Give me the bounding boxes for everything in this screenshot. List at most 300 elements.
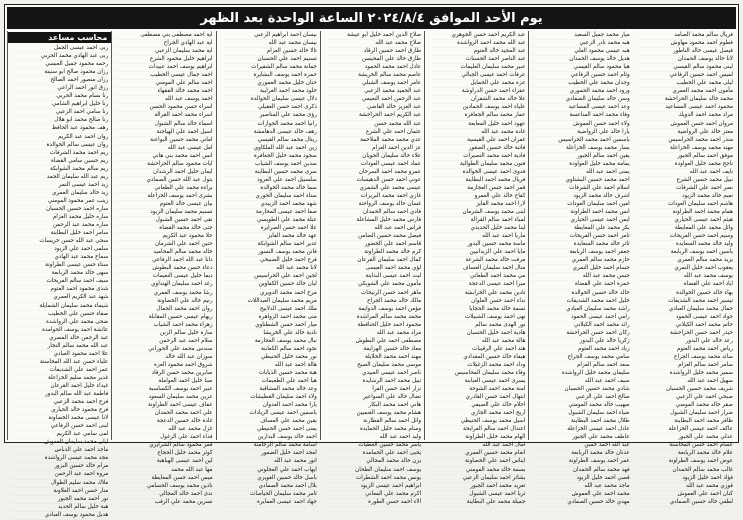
list-item: هاشم احمد سليمان العودات — [636, 201, 733, 209]
list-item: ساره احمد حسين الحسبان — [11, 206, 108, 214]
list-item: لمياء احمد سالم القرالة — [428, 217, 525, 225]
list-item: انور محمد عبد الله — [220, 458, 317, 466]
list-item: ذكرى احمد حسن العقيلي — [220, 104, 317, 112]
list-item: يمامة محمد خليل العواودة — [532, 161, 629, 169]
list-item: ميس احمد حسن المعايطة — [115, 475, 212, 483]
list-item: عامر احمد يوسف الشبلي — [324, 80, 421, 88]
list-item: صلاح محمد عبد الله — [324, 40, 421, 48]
list-item: وفاء محمد احمد المناعسة — [532, 112, 629, 120]
list-item: نادين محمد يوسف الحسامي — [115, 483, 212, 491]
list-item: عمر احمد يوسف الطراونة — [532, 458, 629, 466]
list-item: ركان احمد حسن الحراحشة — [532, 330, 629, 338]
list-item: لبنى احمد حسن الرفاعي — [11, 423, 108, 431]
list-item: انس محمد احمد الطراونة — [532, 209, 629, 217]
list-item: ربى احمد عيسى الجمل — [11, 45, 108, 53]
list-item: وسن خالد سليمان الصمادي — [532, 96, 629, 104]
list-item: مراد محمد عبد الله — [324, 330, 421, 338]
list-item: نصر احمد علي الشرفات — [636, 185, 733, 193]
name-list — [324, 32, 421, 507]
list-item: ماجد احمد علي الدباس — [11, 447, 108, 455]
list-item: تسنيم محمد سليمان الزيود — [115, 209, 212, 217]
announcement-banner — [7, 7, 736, 29]
name-list — [11, 45, 108, 520]
list-item: سعد احمد سالم العزام — [532, 362, 629, 370]
list-item: فهد محمد سالم الحمدان — [532, 467, 629, 475]
list-item: شهد عبد الكريم العمري — [11, 294, 108, 302]
list-item: حمزة احمد يوسف البشايرة — [220, 72, 317, 80]
list-item: احمد محمد حسين البشتاوي — [532, 177, 629, 185]
list-item: براءة محمد علي الطعاني — [115, 185, 212, 193]
list-item: مهند محمد يوسف الخزاعلة — [636, 145, 733, 153]
list-item: لبنى محمود سالم القيسي — [636, 64, 733, 72]
list-item: رؤى محمد علي المناصير — [220, 112, 317, 120]
list-item: هاني احمد محمد البكار — [324, 402, 421, 410]
list-item: انس احمد محمد بني هاني — [115, 153, 212, 161]
list-item: رياض احمد محمد العتوم — [636, 346, 733, 354]
list-item: ابراهيم خليل محمود الشرع — [115, 56, 212, 64]
list-item: سندس محمد علي الحوراني — [115, 346, 212, 354]
newspaper-page — [4, 4, 739, 518]
list-item: حنان خليل محمد العموري — [220, 80, 317, 88]
list-item: هبه عيسى محمود العلي — [532, 48, 629, 56]
list-item: غدير احمد سالم الشوابكة — [220, 241, 317, 249]
list-item: ملك احمد عيسى الدلابيح — [220, 306, 317, 314]
name-list — [115, 32, 212, 507]
list-item: ياسمين احمد عيسى الزيادات — [220, 410, 317, 418]
list-item: جعفر احمد يوسف الربابعة — [532, 249, 629, 257]
list-item: ولاء احمد حسن العموش — [532, 121, 629, 129]
list-item: ساره محمد عبد الرحمن — [11, 222, 108, 230]
list-item: ليان خالد حسين الكفاوين — [220, 281, 317, 289]
list-item: تسنيم احمد علي الحسبان — [220, 56, 317, 64]
list-item: وعد احمد عيسى المساعيد — [532, 104, 629, 112]
list-item: جمانة محمد سالم الشقيرات — [220, 64, 317, 72]
list-item: كوثر محمد خليل الحجاج — [115, 450, 212, 458]
list-item: ليلى محمد سليمان العموش — [11, 439, 108, 447]
list-item: ليلى محمد علي الخطيب — [636, 80, 733, 88]
name-list — [636, 32, 733, 507]
list-item: لين احمد عيسى الهباهبة — [115, 458, 212, 466]
list-item: جمال محمد سليمان العبادي — [636, 306, 733, 314]
list-item: فاتنة خالد حسين الصقور — [428, 145, 525, 153]
list-item: رنا خليل ابراهيم الشامي — [11, 101, 108, 109]
list-item: ثامر محمد سليمان الحياصات — [220, 491, 317, 499]
list-item: علي احمد محمد الحمدان — [115, 410, 212, 418]
list-item: علياء حسن عبد الله المحاسنة — [11, 359, 108, 367]
list-item: نهى احمد يوسف الشبيلات — [428, 314, 525, 322]
list-item: شادي محمد حسين الحسبان — [532, 386, 629, 394]
list-item: جهاد احمد عيسى العمايرة — [220, 499, 317, 507]
list-item: عوض احمد يوسف الطراونة — [636, 458, 733, 466]
list-item: رنا بسام محمد الحربي — [11, 93, 108, 101]
list-item: اريج احمد محمد الجازي — [428, 410, 525, 418]
list-item: خلود محمد احمد الغرايبة — [220, 88, 317, 96]
list-item: وائل محمد علي المعايطة — [636, 225, 733, 233]
list-item: عبد الرحمن خالد المصري — [11, 335, 108, 343]
list-item: سلام احمد عبد الرحمن — [115, 338, 212, 346]
list-item: طلال محمد احمد البطاينة — [532, 418, 629, 426]
list-item: مصطفى احمد علي البطوش — [324, 338, 421, 346]
list-item: زكريا خالد علي البدور — [532, 338, 629, 346]
list-item: يحيى احمد علي الحمامدة — [324, 450, 421, 458]
list-item: عبد الله احمد حسن — [532, 442, 629, 450]
list-item: فداء احمد علي الزغول — [115, 434, 212, 442]
list-item: نجود احمد سالم الكعابنة — [220, 346, 317, 354]
list-item: محمد احمد علي العموش — [532, 491, 629, 499]
list-item: سهيل احمد عبد الله — [636, 378, 733, 386]
list-item: ولاء احمد سليمان القطيشات — [220, 394, 317, 402]
list-item: فوزي محمد عبد الله — [636, 483, 733, 491]
list-item: قمر احمد حسن العجارمة — [428, 185, 525, 193]
list-item: غزل محمد عبد الله — [115, 426, 212, 434]
list-item: سليمان محمد خليل الرواشدة — [532, 370, 629, 378]
list-item: عمار محمد سالم الجعافرة — [428, 112, 525, 120]
list-item: حسام احمد خليل النمري — [532, 265, 629, 273]
list-item: وائل احمد سالم القطارنة — [324, 418, 421, 426]
list-item: رشا محمد يوسف العمري — [115, 290, 212, 298]
list-item: وسيم احمد حسن الفريحات — [636, 233, 733, 241]
list-item: يمنى احمد عبد الله — [532, 169, 629, 177]
list-item: ظافر محمد احمد البطاينة — [636, 418, 733, 426]
list-item: هبة محمد حسين الذيابات — [220, 370, 317, 378]
list-item: باسل خالد حسين الغويري — [220, 475, 317, 483]
list-item: ضرار احمد سليمان الشبول — [636, 410, 733, 418]
list-item: اسيل احمد علي الهياجنة — [115, 129, 212, 137]
list-item: سدين احمد يوسف الشياب — [220, 161, 317, 169]
list-item: سناء احمد سليمان الحوري — [220, 193, 317, 201]
list-item: احمد يوسف عبد الله — [115, 96, 212, 104]
list-item: نور احمد محمد الجبور — [11, 496, 108, 504]
list-item: مي محمد احمد الطعاني — [428, 273, 525, 281]
list-item: زينب عمر محمود المومني — [11, 198, 108, 206]
list-item: اسراء حسن محمود الحسن — [115, 104, 212, 112]
list-item: زين احمد عبد الله الملكاوي — [220, 145, 317, 153]
list-item: بيان عيسى خالد العتوم — [115, 201, 212, 209]
list-item: عمر احمد علي الشديفات — [11, 367, 108, 375]
list-item: رنا صالح محمد ابو هلال — [11, 117, 108, 125]
list-item: محمد محمد سالم المراشدة — [324, 314, 421, 322]
list-item: عبير محمد سليمان العليمات — [428, 64, 525, 72]
list-item: فريال محمد احمد البطاينة — [428, 177, 525, 185]
list-item: كمال احمد سليمان القرعان — [324, 257, 421, 265]
list-item: فرح محمود خالد الحياري — [11, 407, 108, 415]
list-item: مأمون احمد محمد العمري — [636, 88, 733, 96]
list-item: عادل احمد محمد الحمود — [324, 64, 421, 72]
list-item: عبد الله محمد سالم النجار — [11, 343, 108, 351]
list-item: علياء احمد يوسف الحمادين — [428, 104, 525, 112]
list-item: خالد خالد حسين الخوالدة — [532, 290, 629, 298]
list-item: ناجح محمد خليل العواودة — [636, 161, 733, 169]
list-item: احلام خالد علي الصيفي — [428, 402, 525, 410]
list-item: حمزة احمد علي القضاة — [532, 281, 629, 289]
list-item: مجد محمد عيسى الرواشدة — [11, 455, 108, 463]
list-item: رائد محمد احمد الكيلاني — [532, 322, 629, 330]
list-item: ريم سالم محمد الشوابكة — [11, 166, 108, 174]
list-item: سيف احمد سالم الفريحات — [11, 278, 108, 286]
list-item: رنيم خالد علي الخصاونة — [115, 298, 212, 306]
list-item: ورود احمد محمد الحموري — [532, 88, 629, 96]
list-item: علا احمد حسن الصرايرة — [220, 225, 317, 233]
list-item: منار حسن احمد العلاونة — [11, 488, 108, 496]
list-item: وليد خالد محمد السعايدة — [636, 241, 733, 249]
list-item: غسان خالد يوسف الرواحنة — [324, 201, 421, 209]
list-item: ليث احمد عيسى البداينة — [324, 273, 421, 281]
list-item: حيدر احمد حسن الحراحشة — [636, 330, 733, 338]
list-item: هيا احمد علي الطعيمات — [220, 378, 317, 386]
list-item: لينا محمد خليل الحديدي — [428, 225, 525, 233]
list-item: عبد الله محمد احمد الرواشدة — [428, 40, 525, 48]
list-item: اسراء محمد احمد القرالة — [115, 112, 212, 120]
list-item: اية محمد سليمان الزعبي — [115, 48, 212, 56]
list-item: صهيب خالد محمد المومني — [532, 402, 629, 410]
list-item: ميار محمد جميل السعيد — [532, 32, 629, 40]
list-item: يزيد محمد سالم العمري — [636, 257, 733, 265]
list-item: مرفت خالد محمد الشرعة — [428, 257, 525, 265]
list-item: علاء خالد سليمان الحويان — [324, 153, 421, 161]
list-item: فاطمة عبد الله سالم البدور — [11, 391, 108, 399]
list-item: مرح احمد محمد الدويري — [220, 290, 317, 298]
list-item: بشرى احمد يوسف الخزاعلة — [115, 193, 212, 201]
name-column — [528, 31, 632, 505]
name-column — [633, 31, 736, 505]
list-item: سماح محمد عبد الهادي — [11, 254, 108, 262]
list-item: اية عبد الهادي الجراح — [115, 40, 212, 48]
list-item: منذر احمد محمد الحراسيس — [636, 137, 733, 145]
list-item: عدلي محمد علي الجبور — [636, 434, 733, 442]
list-item: نادين محمد علي الخرابشة — [428, 290, 525, 298]
list-item: عاكف احمد عيسى الخزاعلة — [636, 426, 733, 434]
list-item: مراد محمد احمد الدويك — [636, 112, 733, 120]
list-item: مهند احمد محمد الخلايلة — [324, 354, 421, 362]
list-item: عاطف محمد علي الجبور — [532, 434, 629, 442]
list-item: اياد احمد علي القضاة — [636, 281, 733, 289]
list-item: هبة خليل سالم الحديد — [11, 504, 108, 512]
list-item: ايناس احمد علي الخصاونة — [428, 458, 525, 466]
list-item: ايمان خليل احمد الرشدان — [115, 169, 212, 177]
list-item: اشرف خالد محمد الزيود — [532, 193, 629, 201]
list-item: قاسم احمد علي الخضور — [324, 241, 421, 249]
list-item: شريف محمد حسين الحسبان — [636, 386, 733, 394]
list-item: نايف احمد عبد الله — [636, 169, 733, 177]
list-item: وعد خالد محمد المشاقبة — [220, 386, 317, 394]
list-item: علا خالد محمد الشقران — [428, 96, 525, 104]
list-item: عبد الله محمد حسن — [324, 121, 421, 129]
list-item: فيصل محمد حسين الضامن — [324, 233, 421, 241]
list-item: تقى احمد حسين الشبول — [115, 217, 212, 225]
list-item: ابتهال احمد حسن القادري — [428, 394, 525, 402]
list-item: غادة خالد حسين الدعجة — [115, 418, 212, 426]
list-item: غفران احمد علي القيسية — [428, 137, 525, 145]
list-item: بسمة خالد محمد المومني — [428, 467, 525, 475]
list-item: راشد محمد سليمان العبادي — [532, 306, 629, 314]
list-item: امال احمد عبد الله — [428, 442, 525, 450]
list-item: عرين محمد سليمان السعود — [115, 394, 212, 402]
list-item: زياد احمد محمد العتوم — [532, 346, 629, 354]
list-item: هيفاء خالد حسين المقدادي — [428, 354, 525, 362]
name-list — [220, 32, 317, 507]
list-item: احمد محمد خالد الفقهاء — [115, 88, 212, 96]
list-item: بشائر احمد سليمان الزعبي — [428, 475, 525, 483]
list-item: غيداء خليل احمد القرعان — [11, 383, 108, 391]
list-item: دانا عبد الله احمد الرفاعي — [115, 257, 212, 265]
list-item: وسام محمد خليل الحمايدة — [324, 426, 421, 434]
list-item: منى محمد احمد الزواهرة — [220, 314, 317, 322]
list-item: محمد خالد سليمان الحراحشة — [636, 96, 733, 104]
list-item: عبير احمد يوسف الكساسبة — [115, 386, 212, 394]
list-item: رهف خالد عيسى الدهامشة — [220, 129, 317, 137]
list-item: سمير محمد خليل الرواشدة — [636, 370, 733, 378]
banner-title: يوم الأحد الموافق ٢٠٢٤/٨/٤ الساعة الواحدة بعد الظهر — [200, 10, 543, 26]
list-item: اية احمد مصطفى بني مصطفى — [115, 32, 212, 40]
list-item: عهد خالد محمد الفايز — [220, 233, 317, 241]
list-item: لجين احمد علي الحراسيس — [220, 273, 317, 281]
list-item: بيسان محمد عبد الله — [220, 40, 317, 48]
list-item: هالة محمد عبد الله — [428, 338, 525, 346]
name-columns — [7, 31, 736, 518]
list-item: ايهاب احمد علي العجلوني — [220, 467, 317, 475]
list-item: هيثم احمد عيسى الحياري — [636, 217, 733, 225]
list-item: فاتن محمد يوسف النسور — [220, 249, 317, 257]
list-item: طارق خالد علي المحيسن — [324, 56, 421, 64]
list-item: منال احمد سليمان العساف — [428, 265, 525, 273]
list-item: شهد محمد احمد الزبيدي — [220, 201, 317, 209]
list-item: تيسير احمد محمد الشديفات — [636, 298, 733, 306]
name-column — [111, 31, 215, 505]
list-item: صابرين محمد حسن الرقاد — [115, 370, 212, 378]
list-item: مالك خالد محمد الجراح — [324, 298, 421, 306]
list-item: ندى احمد خالد المجالي — [115, 491, 212, 499]
list-item: تغريد محمد احمد الجبور — [428, 483, 525, 491]
list-item: ثائر خالد محمد السعايدة — [532, 241, 629, 249]
list-item: امنة محمد احمد الشوحة — [428, 386, 525, 394]
list-item: لميس احمد حسين الرفاعي — [636, 72, 733, 80]
list-item: اعتدال احمد سالم الفرايحة — [428, 426, 525, 434]
list-item: ملاك محمد سليم الطوال — [11, 480, 108, 488]
list-item: غالب محمد سالم الحمدان — [636, 467, 733, 475]
list-item: ياسر محمد حسين العطيات — [324, 442, 421, 450]
list-item: سامي محمد يوسف الجراح — [532, 354, 629, 362]
list-item: يارا خالد علي الرواضية — [532, 129, 629, 137]
list-item: عبد الحميد محمد الزعبي — [324, 88, 421, 96]
list-item: ابراهيم يوسف احمد عبيدات — [115, 64, 212, 72]
list-item: قمر محمود سالم الشرايري — [115, 442, 212, 450]
list-item: عفراء احمد حسن الدراوشة — [428, 88, 525, 96]
list-item: نبال محمد يوسف العجارمة — [220, 338, 317, 346]
list-item: ياسمين احمد محمد الحراسيس — [532, 137, 629, 145]
list-item: نور محمد خليل الحنيطي — [220, 354, 317, 362]
list-item: سرى محمد حسين البطاينة — [220, 169, 317, 177]
list-item: صالح احمد علي الزعبي — [532, 394, 629, 402]
list-item: نبيل محمد حسين الشرع — [636, 177, 733, 185]
name-column — [216, 31, 320, 505]
list-item: ياسين احمد يوسف الربابعة — [636, 249, 733, 257]
list-item: فتون محمد سليمان الطوالبة — [428, 161, 525, 169]
list-item: عبد العزيز خالد القاضي — [324, 104, 421, 112]
list-item: فادي احمد سالم الحمدان — [324, 209, 421, 217]
list-item: مريم محمد سليمان العبداللات — [220, 298, 317, 306]
list-item: ماريا احمد عبد الله — [428, 233, 525, 241]
list-item: ربى عبد الهادي محمد الحربي — [11, 53, 108, 61]
list-item: فراس احمد عبد الله — [324, 225, 421, 233]
name-column — [320, 31, 424, 505]
list-item: عرفات احمد عيسى الجبالي — [428, 72, 525, 80]
list-item: فرح احمد خليل الصبيحي — [220, 257, 317, 265]
list-item: فادية احمد محمد النصيرات — [428, 153, 525, 161]
list-item: امجد احمد خليل الضمور — [220, 450, 317, 458]
list-item: حاتم محمد احمد الكيلاني — [636, 322, 733, 330]
list-item: فدوى احمد عيسى الخوالدة — [428, 169, 525, 177]
list-item: فريال سالم محمد الصامد — [636, 32, 733, 40]
list-item: رانيا احمد محمد الحوارات — [220, 121, 317, 129]
list-item: هديل محمود يوسف العبادي — [11, 512, 108, 520]
list-item: لبنى محمد يوسف الشرمان — [428, 209, 525, 217]
list-item: غازي احمد محمد البريزات — [324, 193, 421, 201]
list-item: ابراهيم احمد عيسى الزيود — [324, 483, 421, 491]
list-item: هبه محمد نادر الزعبي — [532, 40, 629, 48]
list-item: عصام احمد حسن المحاسنة — [636, 442, 733, 450]
list-item: جنى خالد محمد القضاة — [115, 225, 212, 233]
column-heading: محاسب مساعد — [8, 32, 111, 43]
list-item: غدير محمد سليم الخزاعلة — [11, 375, 108, 383]
list-item: ايمن احمد عيسى الحياري — [532, 217, 629, 225]
list-item: ريتال محمد سالم القيسي — [220, 137, 317, 145]
list-item: زهراء محمد احمد الشياب — [115, 322, 212, 330]
name-column — [424, 31, 528, 505]
list-item: كفاح خالد علي العمرو — [428, 193, 525, 201]
list-item: سجود محمد خليل الجعافرة — [220, 153, 317, 161]
list-item: ماهر احمد حسن الربيحات — [324, 290, 421, 298]
list-item: اسيل محمد يوسف الحنيطي — [428, 418, 525, 426]
list-item: تالا خالد حسين العزام — [220, 48, 317, 56]
list-item: رهف محمود عبد الحافظ — [11, 125, 108, 133]
list-item: عبد المجيد خالد العتوم — [428, 48, 525, 56]
list-item: عهود احمد خليل المعايعة — [428, 121, 525, 129]
list-item: بهاء خالد حسين الخوالدة — [636, 290, 733, 298]
list-item: يمنى احمد حسن الحنيطي — [220, 426, 317, 434]
list-item: الاء احمد حسن الطورة — [324, 499, 421, 507]
list-item: عدي محمد محمد الملاحمة — [324, 137, 421, 145]
list-item: سيف احمد عبد الله — [532, 378, 629, 386]
list-item: سائد محمد يوسف الجراح — [636, 354, 733, 362]
list-item: خالد محمد سالم المحاميد — [115, 249, 212, 257]
list-item: روان احمد محمد الجمال — [115, 306, 212, 314]
list-item: نسرين محمد علي الرقب — [115, 499, 212, 507]
list-item: حلا محمود عبد الكريم — [115, 233, 212, 241]
list-item: صقر خالد محمد المومني — [636, 402, 733, 410]
list-item: نزار احمد حسن الفرا — [324, 386, 421, 394]
list-item: يوسف محمد عبد الله — [636, 273, 733, 281]
list-item: ضحى محمد علي الرواشدة — [11, 319, 108, 327]
list-item: فيصل عيسى خالد الناطور — [636, 48, 733, 56]
list-item: علا احمد محمود العبادي — [11, 351, 108, 359]
list-item: محمود احمد عيسى المساعيد — [636, 104, 733, 112]
list-item: وفاء محمد سليمان المحاسيس — [428, 370, 525, 378]
list-item: امل عيسى عبد الله — [115, 145, 212, 153]
list-item: نور الهدى محمد سالم — [428, 322, 525, 330]
list-item: هديل خالد يوسف الحمدان — [532, 56, 629, 64]
list-item: عبد الكريم احمد حسن الجوهري — [428, 32, 525, 40]
list-item: اماني محمد حسين البواعنة — [115, 137, 212, 145]
list-item: يعقوب احمد خليل النمري — [636, 265, 733, 273]
list-item: عمرو محمد احمد السرحان — [324, 169, 421, 177]
list-item: رغد احمد سليمان الهنداوي — [115, 281, 212, 289]
list-item: عوني احمد حسن الدهيسات — [324, 177, 421, 185]
list-item: رزق انور احمد الراعي — [11, 85, 108, 93]
list-item: جواد احمد عيسى الحمود — [636, 314, 733, 322]
list-item: ريم عبد الله سليمان الحمد — [11, 174, 108, 182]
list-item: سامر احمد خليل البطاينة — [11, 230, 108, 238]
list-item: مروان احمد حسن العموش — [636, 121, 733, 129]
